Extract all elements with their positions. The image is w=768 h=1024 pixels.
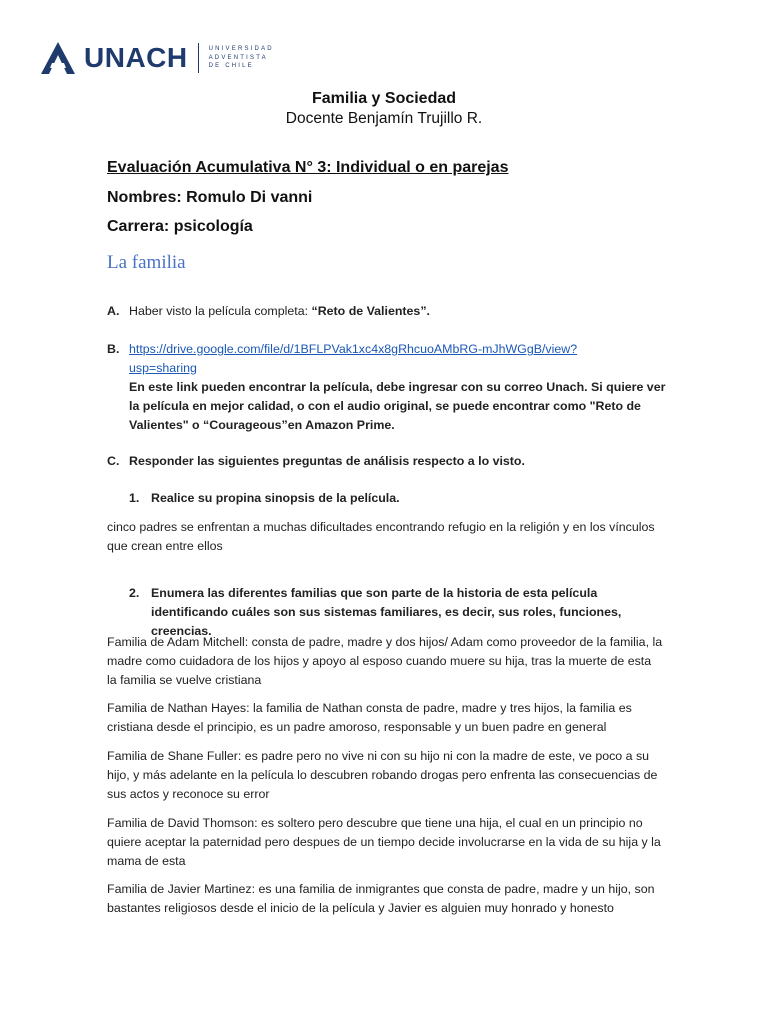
list-item-a [107, 302, 667, 321]
list-item-c [107, 452, 667, 471]
item-b-text: En este link pueden encontrar la película, debe ingresar con su correo Unach. Si quiere ver la película en mejor calidad, o con el audio original, se puede encontrar como "Reto de Valientes" o “Courageous”en Amazon Prime. [129, 380, 666, 432]
drive-link[interactable]: https://drive.google.com/file/d/1BFLPVak1xc4x8gRhcuoAMbRG-mJhWGgB/view? [129, 342, 578, 356]
student-names: Nombres: Romulo Di vanni [107, 189, 313, 206]
question-number: 1. [129, 491, 140, 505]
answer-q1: cinco padres se enfrentan a muchas dificultades encontrando refugio en la religión y en los vínculos que crean entre ellos [107, 520, 655, 553]
unach-logo [40, 40, 274, 76]
item-a-text: Haber visto la película completa: [129, 304, 312, 318]
question-text: Realice su propina sinopsis de la película. [151, 491, 400, 505]
list-marker: B. [107, 342, 120, 356]
family-paragraph: Familia de Shane Fuller: es padre pero no vive ni con su hijo ni con la madre de este, ve poco a su hijo, y más adelante en la película lo descubren robando drogas pero enfrenta las consecuencias de sus actos y reconoce su error [107, 749, 658, 801]
drive-link-continued[interactable]: usp=sharing [129, 361, 197, 375]
logo-divider [198, 43, 199, 73]
list-marker: A. [107, 304, 120, 318]
family-paragraph: Familia de Nathan Hayes: la familia de Nathan consta de padre, madre y tres hijos, la familia es cristiana desde el principio, es un padre amoroso, responsable y un buen padre en general [107, 701, 632, 734]
list-item-b [107, 340, 667, 435]
question-number: 2. [129, 586, 140, 600]
item-c-text: Responder las siguientes preguntas de análisis respecto a lo visto. [129, 454, 525, 468]
logo-subtitle [209, 45, 274, 71]
question-text: Enumera las diferentes familias que son parte de la historia de esta película identificando cuáles son sus sistemas familiares, es decir, sus roles, funciones, creencias. [151, 586, 622, 638]
movie-title: “Reto de Valientes”. [311, 304, 430, 318]
course-title: Familia y Sociedad [311, 90, 457, 107]
teacher-name: Docente Benjamín Trujillo R. [285, 110, 483, 127]
unach-logo-mark-icon [40, 41, 76, 75]
evaluation-title: Evaluación Acumulativa N° 3: Individual o en parejas [107, 159, 509, 176]
list-marker: C. [107, 454, 120, 468]
family-paragraph: Familia de Adam Mitchell: consta de padre, madre y dos hijos/ Adam como proveedor de la familia, la madre como cuidadora de los hijos y apoyo al esposo cuando muere su hija, tras la muerte de esta la familia se vuelve cristiana [107, 635, 663, 687]
logo-sub-line: ADVENTISTA [208, 54, 268, 61]
student-career: Carrera: psicología [107, 218, 253, 235]
family-paragraph: Familia de Javier Martinez: es una familia de inmigrantes que consta de padre, madre y un hijo, son bastantes religiosos desde el inicio de la película y Javier es alguien muy honrado y honesto [107, 882, 655, 915]
family-paragraph: Familia de David Thomson: es soltero pero descubre que tiene una hija, el cual en un principio no quiere aceptar la paternidad pero despues de un tiempo decide involucrarse en la vida de su hija y la mama de esta [107, 816, 661, 868]
logo-sub-line: UNIVERSIDAD [208, 46, 274, 53]
question-1 [129, 489, 669, 508]
logo-word: UNACH [84, 42, 188, 73]
logo-sub-line: DE CHILE [208, 63, 254, 70]
section-heading: La familia [107, 252, 186, 273]
